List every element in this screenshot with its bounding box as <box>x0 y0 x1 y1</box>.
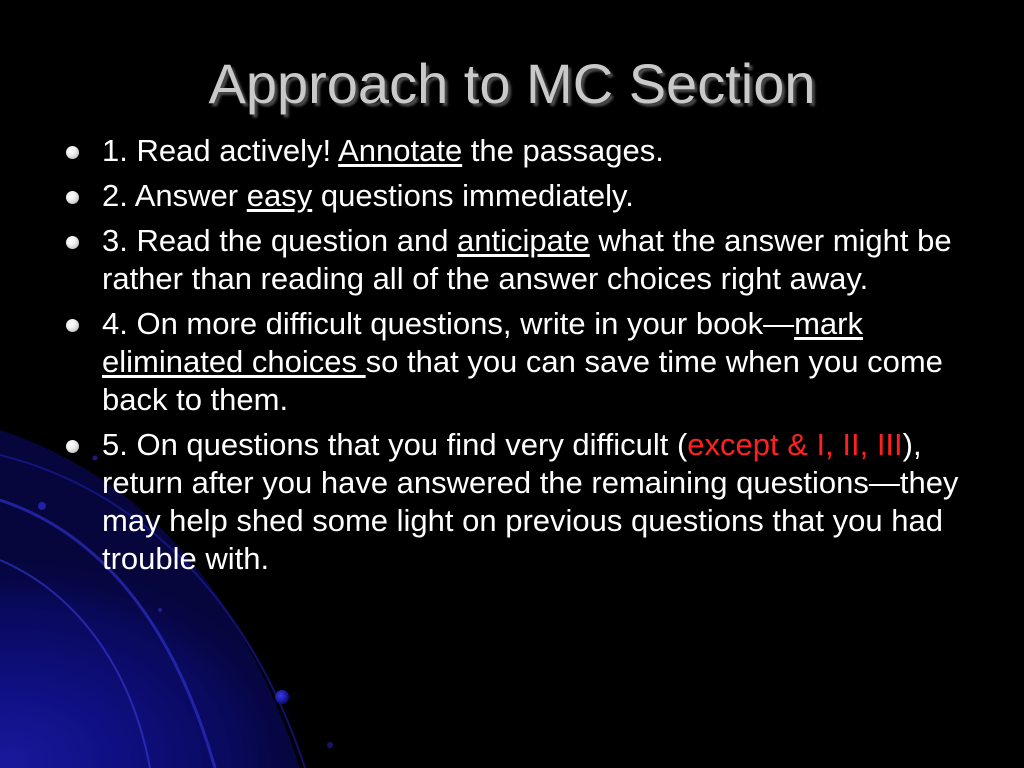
bullet-text: 2. Answer <box>102 178 247 213</box>
bullet-item-2 <box>64 177 964 215</box>
bullet-dot-icon <box>66 319 79 332</box>
bullet-list <box>64 132 964 585</box>
bullet-text: 4. On more difficult questions, write in your book— <box>102 306 795 341</box>
bullet-text: ), return after you have answered the remaining questions—they may help shed some light on previous questions that you had trouble with. <box>102 427 959 576</box>
slide-title: Approach to MC Section <box>208 52 816 115</box>
bullet-item-5 <box>64 426 964 578</box>
bullet-text: 1. Read actively! <box>102 133 339 168</box>
bullet-dot-icon <box>66 146 79 159</box>
underlined-keyword: Annotate <box>338 133 463 168</box>
bullet-dot-icon <box>66 440 79 453</box>
bullet-text: what the answer might be rather than reading all of the answer choices right away. <box>102 223 952 296</box>
red-emphasis-text: except & I, II, III <box>687 427 903 462</box>
underlined-keyword: easy <box>246 178 313 213</box>
bullet-text: so that you can save time when you come back to them. <box>102 344 943 417</box>
bullet-dot-icon <box>66 236 79 249</box>
bullet-dot-icon <box>66 191 79 204</box>
underlined-keyword: anticipate <box>457 223 590 258</box>
bullet-text: 5. On questions that you find very difficult ( <box>102 427 688 462</box>
bullet-item-1 <box>64 132 964 170</box>
bullet-text: questions immediately. <box>312 178 634 213</box>
bullet-text: 3. Read the question and <box>102 223 458 258</box>
bullet-item-4 <box>64 305 964 419</box>
bullet-text: the passages. <box>462 133 664 168</box>
underlined-keyword: mark eliminated choices <box>102 306 863 379</box>
bullet-item-3 <box>64 222 964 298</box>
